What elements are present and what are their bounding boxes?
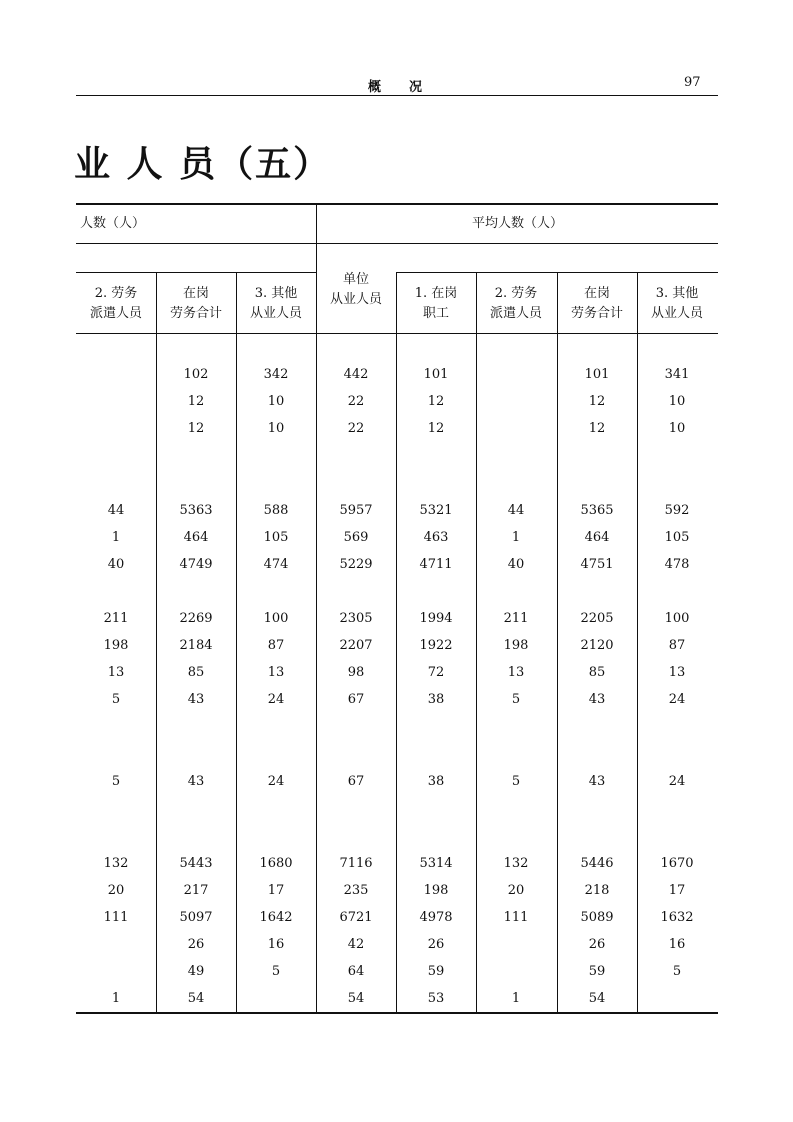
column-header-6 [476,284,556,324]
table-cell: 132 [503,856,529,871]
table-cell: 4751 [580,557,614,572]
table-cell: 235 [343,883,369,898]
table-cell: 1 [511,530,521,545]
table-cell: 101 [423,367,449,382]
table-cell: 53 [427,991,445,1006]
column-header-line: 在岗 [182,286,209,301]
table-cell: 6721 [339,910,373,925]
column-header-line: 2. 劳务 [94,286,138,301]
table-cell: 5089 [580,910,614,925]
column-header-rule [76,333,718,334]
column-header-line: 从业人员 [249,306,302,321]
table-cell: 1994 [419,611,453,626]
column-header-line: 从业人员 [329,292,382,307]
table-cell: 38 [427,692,445,707]
table-cell: 342 [263,367,289,382]
table-cell: 54 [347,991,365,1006]
table-cell: 464 [183,530,209,545]
table-cell: 2184 [179,638,213,653]
table-cell: 217 [183,883,209,898]
column-header-line: 派遣人员 [489,306,542,321]
table-cell: 5 [111,774,121,789]
table-cell: 43 [187,774,205,789]
table-cell: 5229 [339,557,373,572]
table-cell: 132 [103,856,129,871]
table-cell: 100 [263,611,289,626]
table-cell: 5 [511,774,521,789]
column-header-5 [396,284,476,324]
table-cell: 5 [111,692,121,707]
table-cell: 2205 [580,611,614,626]
table-cell: 22 [347,394,365,409]
table-cell: 198 [503,638,529,653]
table-cell: 105 [664,530,690,545]
table-cell: 54 [588,991,606,1006]
table-cell: 22 [347,421,365,436]
table-cell: 5 [271,964,281,979]
table-cell: 10 [668,421,686,436]
table-cell: 111 [503,910,529,925]
table-cell: 17 [267,883,285,898]
group-header-right: 平均人数（人） [471,216,563,231]
subgroup-rule-left [76,272,317,273]
table-cell: 26 [427,937,445,952]
table-cell: 24 [267,774,285,789]
column-header-line: 单位 [342,272,369,287]
table-cell: 67 [347,774,365,789]
table-cell: 13 [668,665,686,680]
table-cell: 5365 [580,503,614,518]
table-cell: 10 [267,421,285,436]
table-cell: 10 [267,394,285,409]
table-cell: 44 [107,503,125,518]
table-cell: 59 [588,964,606,979]
table-cell: 98 [347,665,365,680]
group-header-left: 人数（人） [80,216,146,231]
table-cell: 2305 [339,611,373,626]
column-header-7 [557,284,637,324]
table-cell: 40 [507,557,525,572]
table-cell: 87 [267,638,285,653]
column-header-1 [76,284,156,324]
table-cell: 341 [664,367,690,382]
table-cell: 5957 [339,503,373,518]
table-cell: 1642 [259,910,293,925]
table-cell: 4978 [419,910,453,925]
column-header-line: 3. 其他 [655,286,699,301]
table-cell: 1 [111,530,121,545]
column-header-line: 1. 在岗 [414,286,458,301]
table-cell: 17 [668,883,686,898]
table-cell: 16 [668,937,686,952]
table-cell: 111 [103,910,129,925]
column-header-line: 职工 [422,306,449,321]
table-cell: 463 [423,530,449,545]
table-cell: 5363 [179,503,213,518]
table-cell: 16 [267,937,285,952]
table-cell: 13 [107,665,125,680]
table-cell: 38 [427,774,445,789]
table-cell: 211 [103,611,129,626]
table-cell: 24 [668,774,686,789]
table-cell: 20 [107,883,125,898]
table-cell: 100 [664,611,690,626]
column-header-line: 劳务合计 [169,306,222,321]
table-cell: 85 [187,665,205,680]
table-cell: 592 [664,503,690,518]
table-cell: 20 [507,883,525,898]
table-cell: 1922 [419,638,453,653]
table-cell: 5314 [419,856,453,871]
column-header-line: 派遣人员 [89,306,142,321]
table-cell: 211 [503,611,529,626]
table-cell: 26 [187,937,205,952]
table-cell: 1 [511,991,521,1006]
running-header-title: 概况 [368,80,451,95]
table-cell: 2207 [339,638,373,653]
table-cell: 10 [668,394,686,409]
column-header-line: 劳务合计 [570,306,623,321]
table-cell: 43 [588,774,606,789]
table-cell: 12 [427,421,445,436]
column-header-line: 2. 劳务 [494,286,538,301]
table-top-rule [76,203,718,205]
table-cell: 24 [267,692,285,707]
table-cell: 12 [187,394,205,409]
column-header-3 [236,284,316,324]
table-cell: 5446 [580,856,614,871]
table-cell: 442 [343,367,369,382]
table-cell: 2120 [580,638,614,653]
table-cell: 1632 [660,910,694,925]
table-cell: 7116 [339,856,373,871]
table-cell: 12 [588,421,606,436]
table-cell: 87 [668,638,686,653]
group-header-rule [76,243,718,244]
table-cell: 85 [588,665,606,680]
table-cell: 13 [267,665,285,680]
table-cell: 4749 [179,557,213,572]
table-cell: 44 [507,503,525,518]
page-title: 业 人 员（五） [74,144,332,185]
table-cell: 5097 [179,910,213,925]
table-cell: 5443 [179,856,213,871]
table-cell: 569 [343,530,369,545]
table-cell: 72 [427,665,445,680]
table-cell: 12 [588,394,606,409]
table-cell: 198 [423,883,449,898]
table-cell: 1680 [259,856,293,871]
table-cell: 43 [588,692,606,707]
table-cell: 474 [263,557,289,572]
table-cell: 101 [584,367,610,382]
table-cell: 5321 [419,503,453,518]
table-cell: 64 [347,964,365,979]
table-cell: 105 [263,530,289,545]
column-header-line: 在岗 [583,286,610,301]
table-cell: 5 [511,692,521,707]
table-cell: 464 [584,530,610,545]
table-cell: 24 [668,692,686,707]
column-header-2 [156,284,236,324]
column-header-4 [316,270,396,310]
table-cell: 478 [664,557,690,572]
table-cell: 42 [347,937,365,952]
table-cell: 54 [187,991,205,1006]
table-cell: 49 [187,964,205,979]
table-cell: 1670 [660,856,694,871]
column-header-8 [637,284,717,324]
column-header-line: 从业人员 [650,306,703,321]
table-cell: 12 [187,421,205,436]
table-bottom-rule [76,1012,718,1014]
table-cell: 2269 [179,611,213,626]
table-cell: 13 [507,665,525,680]
table-cell: 43 [187,692,205,707]
table-cell: 59 [427,964,445,979]
header-rule [76,95,718,96]
table-cell: 102 [183,367,209,382]
table-cell: 218 [584,883,610,898]
table-cell: 1 [111,991,121,1006]
column-header-line: 3. 其他 [254,286,298,301]
table-cell: 26 [588,937,606,952]
table-cell: 67 [347,692,365,707]
table-cell: 198 [103,638,129,653]
table-cell: 40 [107,557,125,572]
table-cell: 588 [263,503,289,518]
table-cell: 5 [672,964,682,979]
table-cell: 4711 [419,557,453,572]
page-number: 97 [684,75,701,90]
table-cell: 12 [427,394,445,409]
